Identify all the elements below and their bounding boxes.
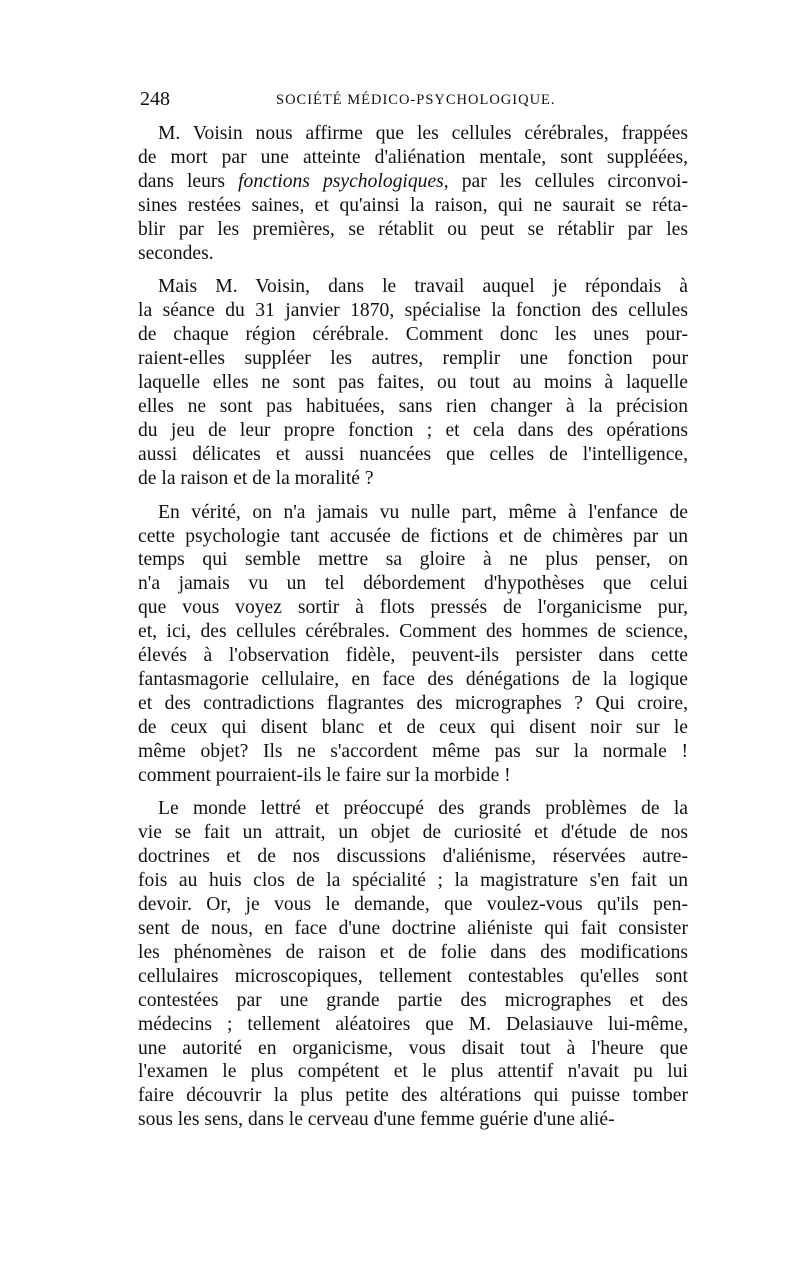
running-title: SOCIÉTÉ MÉDICO-PSYCHOLOGIQUE.: [276, 92, 556, 108]
text-line: vie se fait un attrait, un objet de curiosité et d'étude de nos: [138, 822, 688, 844]
text-line: blir par les premières, se rétablit ou peut se rétablir par les: [138, 218, 688, 240]
paragraph-4: [138, 797, 688, 1132]
text-line: l'examen le plus compétent et le plus attentif n'avait pu lui: [138, 1061, 688, 1083]
text-line: et des contradictions flagrantes des micrographes ? Qui croire,: [138, 692, 688, 714]
text-line: elles ne sont pas habituées, sans rien changer à la précision: [138, 395, 688, 417]
text-line: sines restées saines, et qu'ainsi la raison, qui ne saurait se réta-: [138, 194, 688, 216]
text-line: dans leurs fonctions psychologiques, par les cellules circonvoi-: [138, 170, 689, 192]
paragraph-1: [138, 122, 688, 265]
text-line: et, ici, des cellules cérébrales. Comment des hommes de science,: [138, 621, 688, 643]
text-line: comment pourraient-ils le faire sur la morbide !: [138, 764, 511, 786]
text-line: temps qui semble mettre sa gloire à ne plus penser, on: [138, 549, 688, 571]
text-line: faire découvrir la plus petite des altérations qui puisse tomber: [138, 1085, 688, 1107]
paragraph-3: [138, 501, 688, 788]
book-page: [138, 88, 688, 1132]
text-line: de ceux qui disent blanc et de ceux qui disent noir sur le: [138, 716, 688, 738]
text-line: de chaque région cérébrale. Comment donc les unes pour-: [138, 324, 688, 346]
text-line: une autorité en organicisme, vous disait tout à l'heure que: [138, 1037, 688, 1059]
page-header: [138, 88, 688, 122]
text-line: Mais M. Voisin, dans le travail auquel je répondais à: [158, 276, 688, 298]
page-number: 248: [140, 88, 170, 110]
text-line: les phénomènes de raison et de folie dans des modifications: [138, 941, 688, 963]
text-line: du jeu de leur propre fonction ; et cela dans des opérations: [138, 419, 688, 441]
text-line: aussi délicates et aussi nuancées que celles de l'intelligence,: [138, 443, 688, 465]
text-line: que vous voyez sortir à flots pressés de l'organicisme pur,: [138, 597, 688, 619]
text-line: cette psychologie tant accusée de fictions et de chimères par un: [138, 525, 688, 547]
text-line: élevés à l'observation fidèle, peuvent-ils persister dans cette: [138, 645, 688, 667]
text-line: En vérité, on n'a jamais vu nulle part, même à l'enfance de: [158, 501, 688, 523]
text-line: contestées par une grande partie des micrographes et des: [138, 989, 688, 1011]
text-line: sent de nous, en face d'une doctrine aliéniste qui fait consister: [138, 918, 688, 939]
text-line: sous les sens, dans le cerveau d'une femme guérie d'une alié-: [138, 1109, 615, 1131]
text-line: laquelle elles ne sont pas faites, ou tout au moins à laquelle: [138, 372, 688, 394]
text-line: fois au huis clos de la spécialité ; la magistrature s'en fait un: [138, 870, 688, 892]
text-line: médecins ; tellement aléatoires que M. Delasiauve lui-même,: [138, 1013, 688, 1035]
body-text: [138, 122, 688, 1132]
text-line: de la raison et de la moralité ?: [138, 467, 374, 489]
text-line: Le monde lettré et préoccupé des grands problèmes de la: [158, 798, 688, 820]
text-line: raient-elles suppléer les autres, remplir une fonction pour: [138, 348, 688, 370]
text-line: de mort par une atteinte d'aliénation mentale, sont suppléées,: [138, 146, 688, 168]
text-line: cellulaires microscopiques, tellement contestables qu'elles sont: [138, 965, 688, 987]
paragraph-2: [138, 275, 688, 490]
text-line: la séance du 31 janvier 1870, spécialise la fonction des cellules: [138, 300, 688, 322]
text-line: secondes.: [138, 242, 214, 264]
text-line: même objet? Ils ne s'accordent même pas sur la normale !: [138, 740, 688, 762]
text-line: doctrines et de nos discussions d'aliénisme, réservées autre-: [138, 846, 688, 868]
text-line: M. Voisin nous affirme que les cellules cérébrales, frappées: [158, 123, 688, 144]
text-line: devoir. Or, je vous le demande, que voulez-vous qu'ils pen-: [138, 894, 688, 916]
text-line: n'a jamais vu un tel débordement d'hypothèses que celui: [138, 573, 688, 595]
text-line: fantasmagorie cellulaire, en face des dénégations de la logique: [138, 668, 688, 690]
